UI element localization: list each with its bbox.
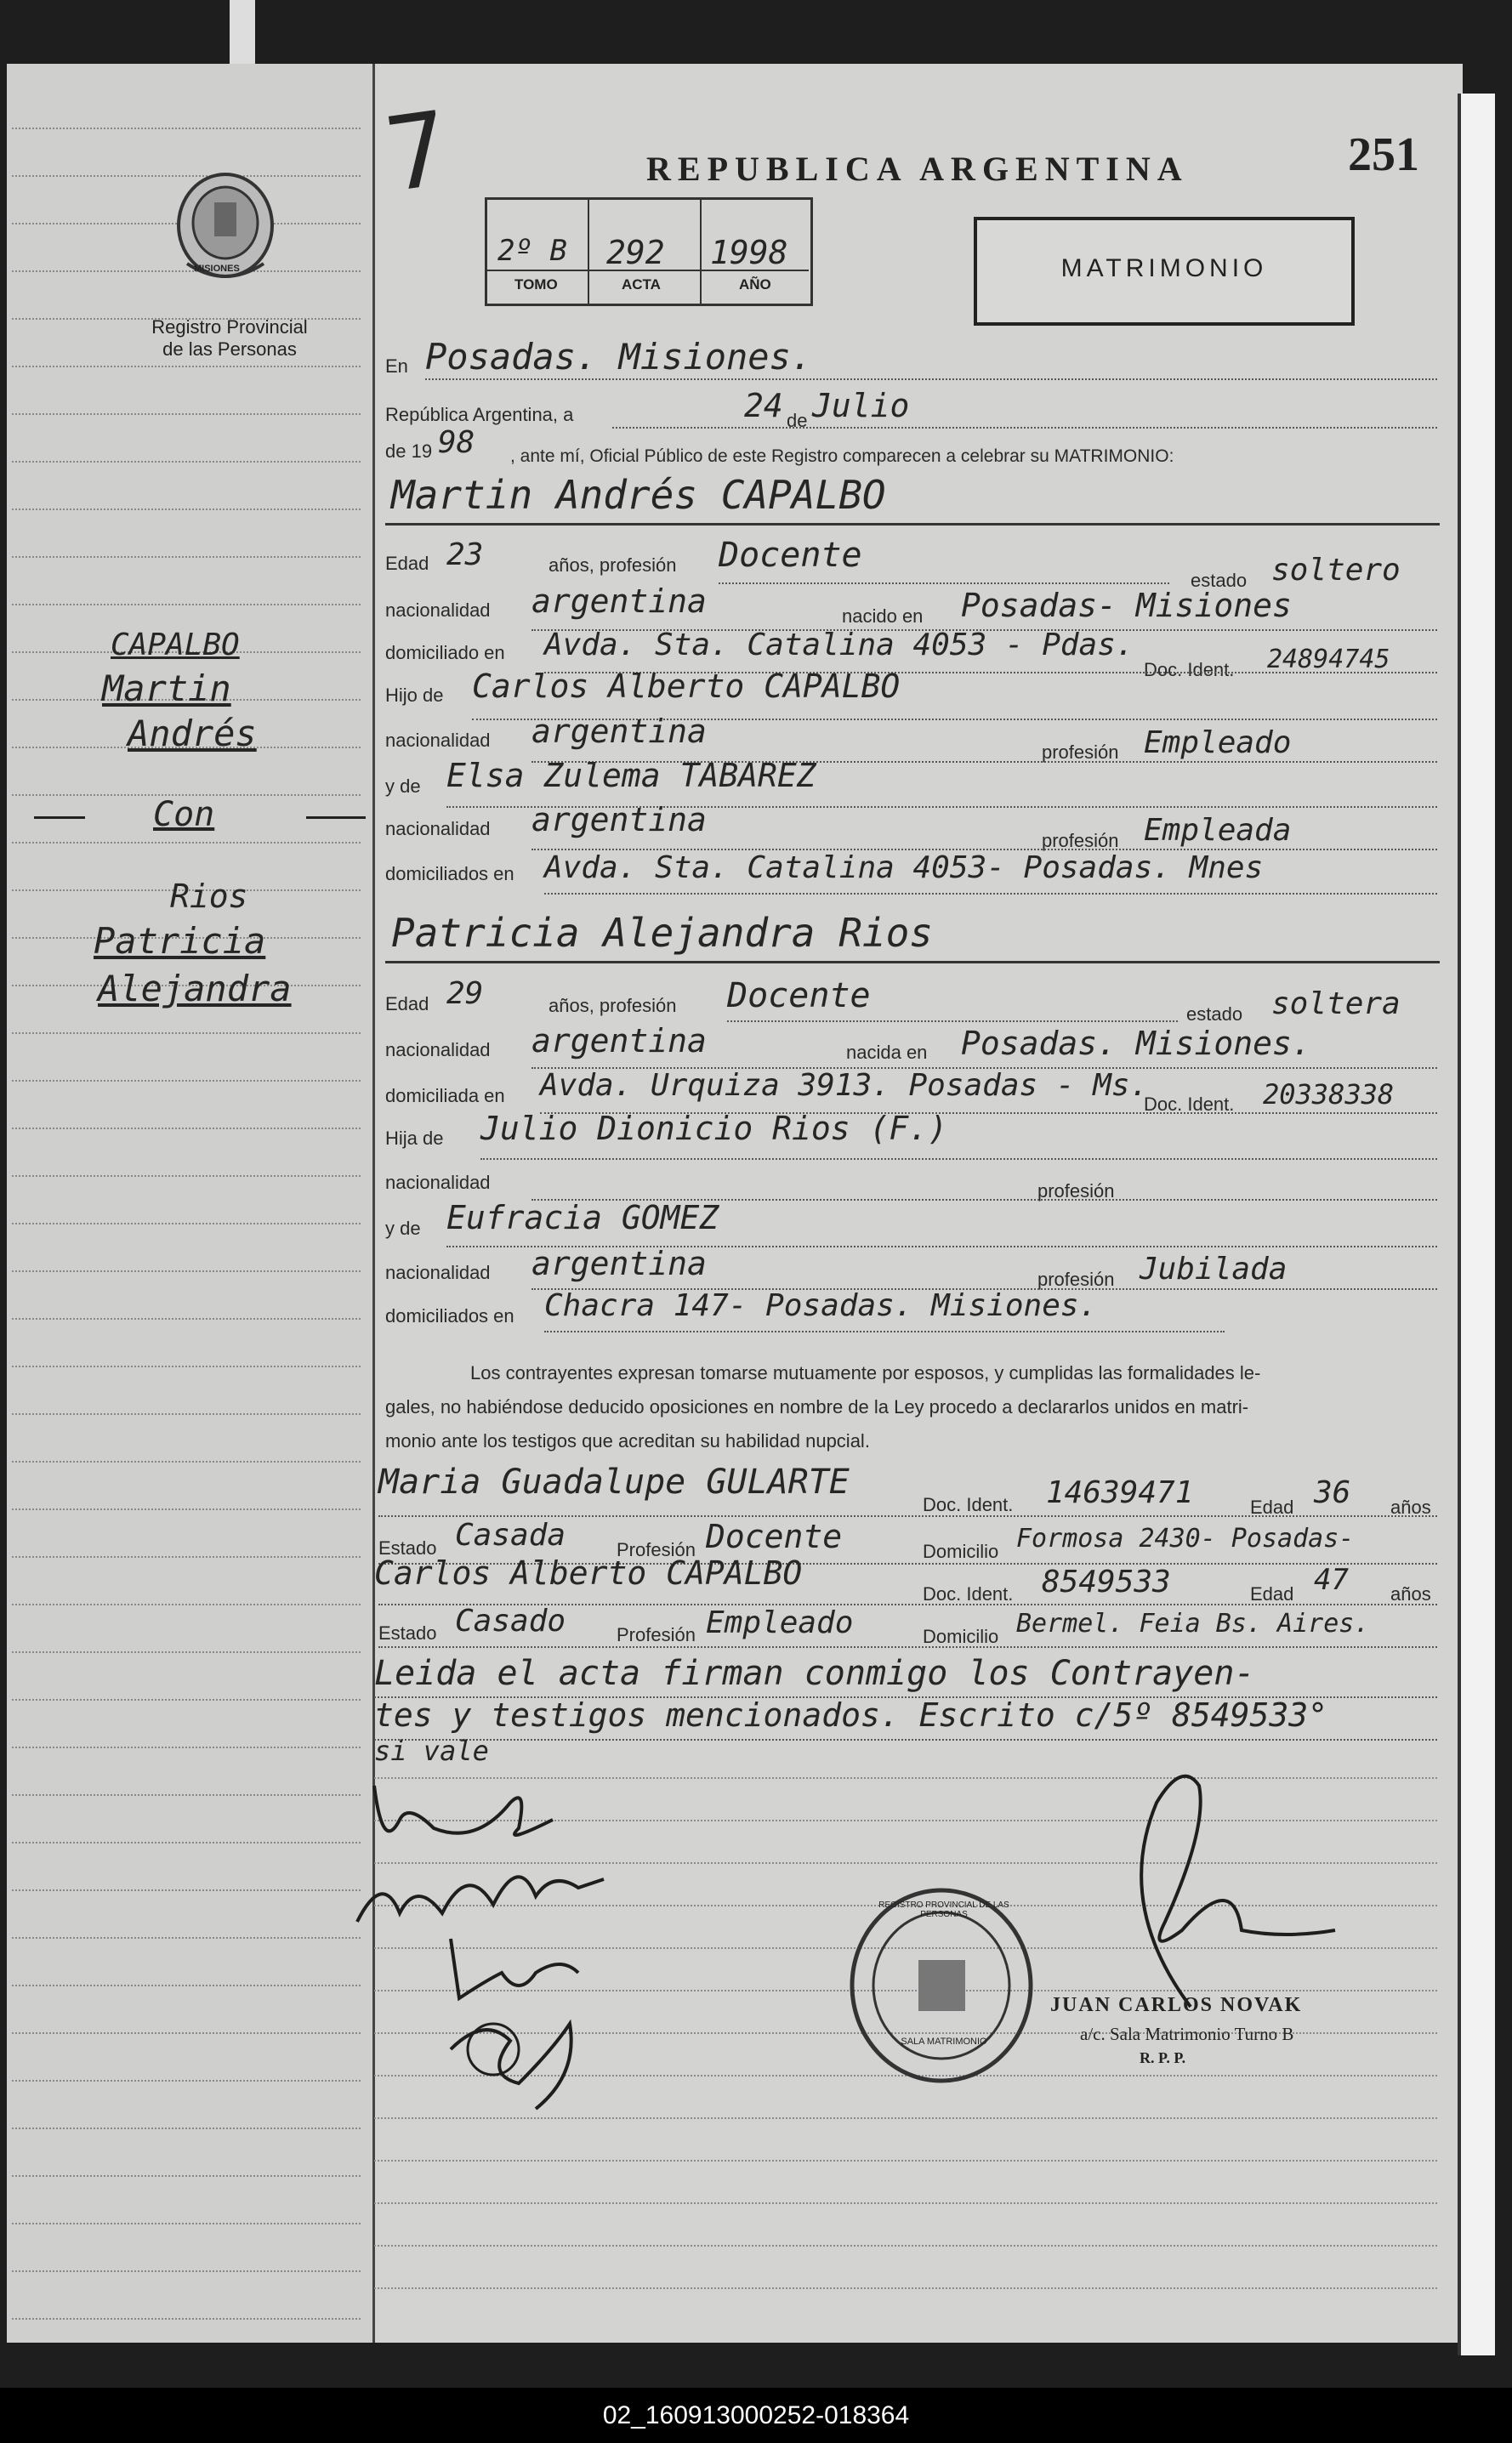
groom-nacido-label: nacido en — [842, 605, 924, 627]
witness-1-name: Maria Guadalupe GULARTE — [378, 1463, 850, 1502]
bride-nacida-label: nacida en — [846, 1042, 928, 1063]
republica-label: República Argentina, a — [385, 404, 574, 425]
groom-doc-label: Doc. Ident. — [1144, 659, 1235, 680]
groom-profesion-label: años, profesión — [549, 554, 677, 576]
witness-1-domicilio-label: Domicilio — [923, 1541, 999, 1562]
bride-mother-profession: Jubilada — [1140, 1252, 1287, 1287]
ruled-line — [12, 1985, 361, 1986]
ruled-line — [12, 1556, 361, 1558]
declaration-paragraph — [385, 1356, 1329, 1458]
year-prefix: de 19 — [385, 440, 433, 462]
signature-ruled-line — [374, 2245, 1437, 2247]
bride-father-nac-label: nacionalidad — [385, 1172, 491, 1193]
groom-father-name: Carlos Alberto CAPALBO — [472, 668, 901, 705]
ruled-line — [12, 2270, 361, 2272]
month: Julio — [812, 387, 910, 424]
groom-father-profession: Empleado — [1144, 725, 1292, 760]
left-margin-column — [7, 64, 375, 2343]
witness-1-address: Formosa 2430- Posadas- — [1016, 1524, 1355, 1554]
ruled-line — [12, 1175, 361, 1177]
declaration-line-3: monio ante los testigos que acreditan su habilidad nupcial. — [385, 1430, 870, 1452]
bride-parents-dom-label: domiciliados en — [385, 1305, 514, 1327]
ruled-line — [12, 842, 361, 844]
ano-label: AÑO — [739, 276, 771, 293]
closing-line-2: tes y testigos mencionados. Escrito c/5º 8549533° — [374, 1696, 1328, 1734]
bride-parents-address: Chacra 147- Posadas. Misiones. — [544, 1288, 1098, 1323]
groom-yde-label: y de — [385, 776, 421, 797]
signature-4 — [434, 1998, 604, 2117]
groom-mother-profession: Empleada — [1144, 813, 1292, 848]
en-label: En — [385, 355, 408, 377]
ruled-line — [12, 2318, 361, 2320]
day: 24 — [744, 387, 783, 424]
ruled-line — [12, 1889, 361, 1891]
ruled-line — [12, 1651, 361, 1653]
groom-father-nac-label: nacionalidad — [385, 730, 491, 751]
margin-note-line-7: Alejandra — [98, 968, 292, 1009]
ruled-line — [12, 1508, 361, 1510]
groom-mother-nationality: argentina — [531, 801, 707, 838]
binder-edge — [1458, 94, 1495, 2355]
acta-value: 292 — [606, 234, 665, 271]
footer-file-id: 02_160913000252-018364 — [0, 2388, 1512, 2443]
witness-1-profesion-label: Profesión — [617, 1539, 696, 1560]
ruled-line — [12, 1080, 361, 1082]
ruled-line — [12, 128, 361, 129]
groom-full-name: Martin Andrés CAPALBO — [391, 472, 886, 518]
witness-2-name: Carlos Alberto CAPALBO — [374, 1554, 803, 1592]
groom-birthplace: Posadas- Misiones — [961, 587, 1292, 624]
provincial-seal — [170, 170, 281, 289]
signature-ruled-line — [374, 2202, 1437, 2204]
groom-domiciliado-label: domiciliado en — [385, 642, 505, 663]
ruled-line — [12, 1699, 361, 1701]
ruled-line — [12, 1223, 361, 1224]
country-title: REPUBLICA ARGENTINA — [646, 150, 1189, 188]
ano-value: 1998 — [710, 234, 788, 271]
place: Posadas. Misiones. — [425, 336, 813, 378]
official-stamp — [846, 1883, 1037, 2088]
bride-father-name: Julio Dionicio Rios (F.) — [480, 1110, 948, 1147]
bride-profession: Docente — [727, 976, 871, 1015]
signature-ruled-line — [374, 2160, 1437, 2162]
witness-1-doc-label: Doc. Ident. — [923, 1494, 1014, 1515]
bride-domiciliada-label: domiciliada en — [385, 1085, 505, 1106]
ruled-line — [12, 1794, 361, 1796]
bride-father-prof-label: profesión — [1037, 1180, 1115, 1202]
groom-doc-id: 24894745 — [1267, 645, 1390, 674]
registry-name — [128, 316, 332, 361]
official-signature — [1063, 1735, 1352, 2024]
witness-1-profession: Docente — [706, 1518, 843, 1555]
registry-line-2: de las Personas — [162, 338, 297, 360]
groom-hijo-label: Hijo de — [385, 685, 444, 706]
groom-estado-label: estado — [1191, 570, 1248, 591]
margin-mark: 7 — [378, 89, 457, 216]
ruled-line — [12, 1604, 361, 1605]
witness-2-edad-label: Edad — [1250, 1583, 1294, 1605]
groom-mother-prof-label: profesión — [1042, 830, 1119, 851]
bride-full-name: Patricia Alejandra Rios — [391, 910, 933, 956]
bride-civil-status: soltera — [1271, 986, 1401, 1021]
witness-2-age: 47 — [1314, 1563, 1349, 1597]
seal-text: MISIONES — [194, 264, 240, 274]
page-number: 251 — [1348, 128, 1419, 181]
bride-hija-label: Hija de — [385, 1128, 444, 1149]
witness-2-estado-label: Estado — [378, 1622, 437, 1644]
declaration-line-1: Los contrayentes expresan tomarse mutuamente por esposos, y cumplidas las formalidades le- — [470, 1362, 1261, 1383]
ruled-line — [12, 1270, 361, 1272]
official-role: a/c. Sala Matrimonio Turno B — [1080, 2024, 1294, 2044]
bride-address: Avda. Urquiza 3913. Posadas - Ms. — [540, 1068, 1149, 1103]
witness-1-age: 36 — [1314, 1475, 1351, 1510]
witness-1-anos-label: años — [1390, 1497, 1431, 1518]
page-tab — [230, 0, 255, 64]
ruled-line — [12, 1128, 361, 1129]
bride-nacionalidad-label: nacionalidad — [385, 1039, 491, 1060]
ruled-line — [12, 1747, 361, 1748]
witness-2-address: Bermel. Feia Bs. Aires. — [1016, 1609, 1370, 1639]
margin-note-line-2: Martin — [102, 668, 231, 709]
de-label: de — [787, 410, 808, 431]
bride-birthplace: Posadas. Misiones. — [961, 1025, 1311, 1062]
ruled-line — [12, 2128, 361, 2129]
witness-2-doc-id: 8549533 — [1042, 1565, 1171, 1599]
official-name: JUAN CARLOS NOVAK — [1050, 1994, 1303, 2016]
groom-civil-status: soltero — [1271, 553, 1401, 588]
bride-doc-id: 20338338 — [1263, 1078, 1395, 1111]
official-unit: R. P. P. — [1140, 2049, 1186, 2066]
bride-estado-label: estado — [1186, 1003, 1243, 1025]
groom-edad-label: Edad — [385, 553, 429, 574]
witness-2-profession: Empleado — [706, 1605, 854, 1640]
witness-2-doc-label: Doc. Ident. — [923, 1583, 1014, 1605]
registry-line-1: Registro Provincial — [151, 316, 308, 338]
witness-2-profesion-label: Profesión — [617, 1624, 696, 1645]
groom-father-prof-label: profesión — [1042, 741, 1119, 763]
tomo-cell — [487, 200, 589, 304]
ruled-line — [12, 1842, 361, 1844]
bride-age: 29 — [446, 976, 484, 1011]
stamp-ring-text: REGISTRO PROVINCIAL DE LAS PERSONAS — [878, 1900, 1009, 1919]
ruled-line — [12, 366, 361, 367]
ruled-line — [12, 1461, 361, 1463]
bride-edad-label: Edad — [385, 993, 429, 1014]
ruled-line — [12, 1318, 361, 1320]
groom-father-nationality: argentina — [531, 713, 707, 750]
bride-mother-name: Eufracia GOMEZ — [446, 1199, 719, 1236]
record-type: MATRIMONIO — [1060, 254, 1268, 282]
year-suffix: 98 — [438, 425, 475, 460]
acta-cell — [589, 200, 702, 304]
ruled-line — [12, 2032, 361, 2034]
tomo-label: TOMO — [514, 276, 558, 293]
witness-2-domicilio-label: Domicilio — [923, 1626, 999, 1647]
ruled-line — [12, 2223, 361, 2224]
ruled-line — [12, 2175, 361, 2177]
bride-mother-prof-label: profesión — [1037, 1269, 1115, 1290]
bride-doc-label: Doc. Ident. — [1144, 1094, 1235, 1115]
ruled-line — [12, 461, 361, 463]
bride-nationality: argentina — [531, 1022, 707, 1060]
groom-nacionalidad-label: nacionalidad — [385, 599, 491, 621]
book-reference-table — [485, 197, 813, 306]
ruled-line — [12, 1937, 361, 1939]
witness-2-status: Casado — [455, 1604, 566, 1639]
ruled-line — [12, 413, 361, 415]
margin-note-line-1: CAPALBO — [111, 628, 240, 662]
record-type-box — [974, 217, 1355, 326]
margin-note-line-3: Andrés — [128, 713, 257, 754]
ruled-line — [12, 1413, 361, 1415]
margin-note-line-4: Con — [153, 795, 215, 834]
witness-1-status: Casada — [455, 1518, 566, 1553]
bride-yde-label: y de — [385, 1218, 421, 1239]
witness-1-estado-label: Estado — [378, 1537, 437, 1559]
groom-address: Avda. Sta. Catalina 4053 - Pdas. — [544, 628, 1134, 662]
bride-mother-nationality: argentina — [531, 1245, 707, 1282]
groom-parents-address: Avda. Sta. Catalina 4053- Posadas. Mnes — [544, 850, 1264, 885]
ruled-line — [12, 1032, 361, 1034]
groom-parents-dom-label: domiciliados en — [385, 863, 514, 884]
groom-mother-nac-label: nacionalidad — [385, 818, 491, 839]
stamp-inner-text: SALA MATRIMONIO — [901, 2037, 987, 2047]
witness-1-edad-label: Edad — [1250, 1497, 1294, 1518]
signature-ruled-line — [374, 2287, 1437, 2289]
margin-note-line-5: Rios — [170, 878, 248, 915]
ruled-line — [12, 556, 361, 558]
tomo-value: 2º B — [497, 234, 567, 268]
declaration-line-2: gales, no habiéndose deducido oposiciones en nombre de la Ley procedo a declararlos unidos en matri- — [385, 1396, 1249, 1418]
statement: , ante mí, Oficial Público de este Registro comparecen a celebrar su MATRIMONIO: — [510, 446, 1174, 466]
bride-profesion-label: años, profesión — [549, 995, 677, 1016]
witness-1-doc-id: 14639471 — [1046, 1475, 1194, 1510]
groom-nationality: argentina — [531, 582, 707, 620]
bride-mother-nac-label: nacionalidad — [385, 1262, 491, 1283]
witness-2-anos-label: años — [1390, 1583, 1431, 1605]
groom-profession: Docente — [719, 536, 862, 575]
margin-note-line-6: Patricia — [94, 920, 266, 962]
ruled-line — [12, 508, 361, 510]
ruled-line — [12, 604, 361, 605]
closing-line-1: Leida el acta firman conmigo los Contrayen- — [374, 1654, 1255, 1693]
groom-age: 23 — [446, 537, 484, 572]
signature-ruled-line — [374, 2117, 1437, 2119]
ruled-line — [12, 2080, 361, 2082]
closing-line-3: si vale — [374, 1735, 489, 1767]
groom-mother-name: Elsa Zulema TABAREZ — [446, 757, 816, 794]
ruled-line — [12, 1366, 361, 1367]
acta-label: ACTA — [622, 276, 661, 293]
ano-cell — [702, 200, 809, 304]
